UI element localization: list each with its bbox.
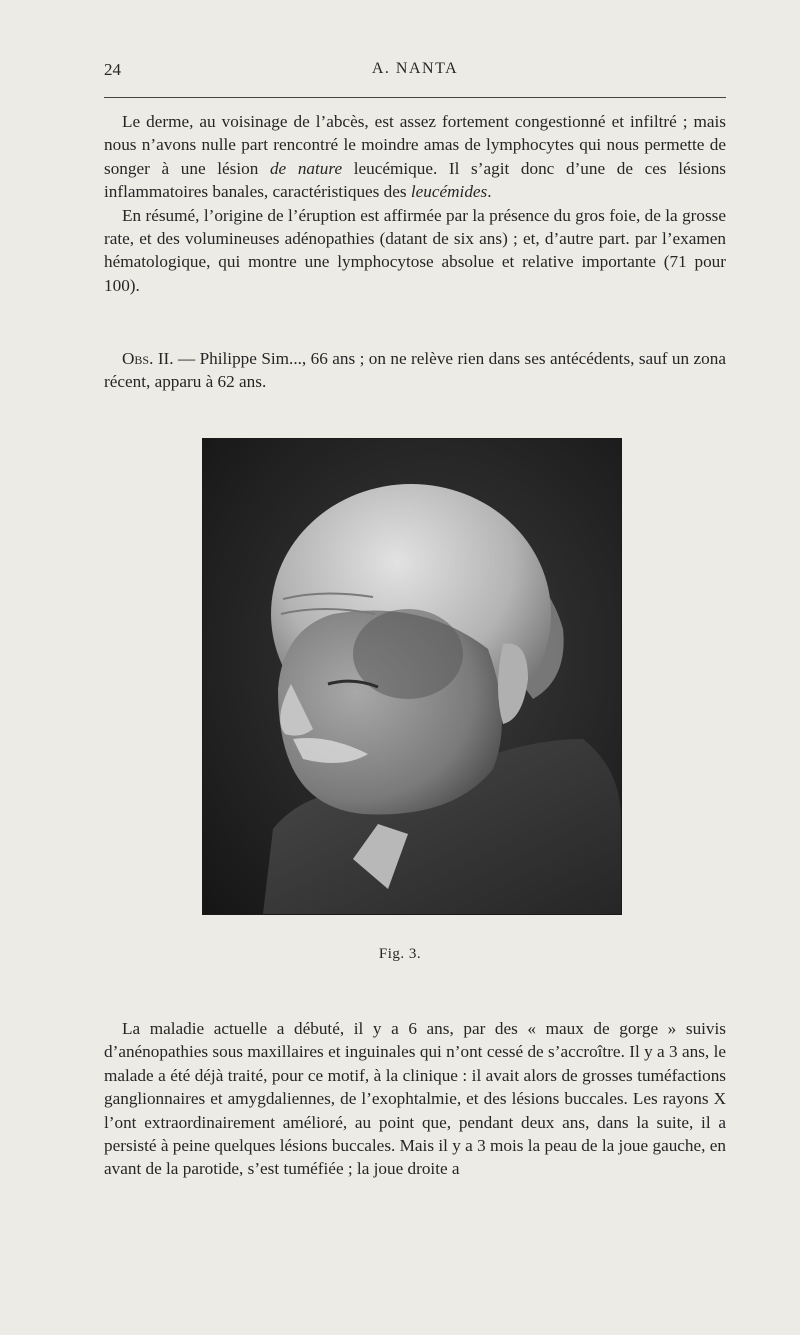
paragraph-derme	[104, 110, 726, 204]
patient-portrait-photo	[202, 438, 622, 915]
paragraph-observation	[104, 347, 726, 394]
page-number: 24	[104, 60, 121, 79]
paragraph-text: .	[487, 182, 492, 202]
paragraph-maladie: La maladie actuelle a débuté, il y a 6 ans, par des « maux de gorge » suivis d’anénopathies sous maxillaires et inguinales qui n’ont cessé de s’accroître. Il y a 3 ans, le malade a été déjà traité, pour ce motif, à la clinique : il avait alors de grosses tuméfactions ganglionnaires et amygdaliennes, de l’exophtalmie, et des lésions buccales. Les rayons X l’ont extraordinairement amélioré, au point que, pendant deux ans, dans la suite, il a persisté à peine quelques lésions buccales. Mais il y a 3 mois la peau de la joue gauche, en avant de la parotide, s’est tuméfiée ; la joue droite a	[104, 1019, 726, 1179]
page-header	[104, 60, 726, 84]
italic-term-leucemides: leucémides	[410, 182, 488, 202]
text-block-bottom	[104, 1017, 726, 1181]
text-block-top	[104, 110, 726, 297]
observation-label: Obs. II.	[122, 349, 174, 368]
paragraph-text: leucémique. Il s’agit donc d’une de ces lésions inflammatoires banales, caractéristiques des	[104, 158, 726, 202]
header-rule	[104, 97, 726, 98]
text-block-observation	[104, 347, 726, 394]
figure-caption: Fig. 3.	[378, 946, 422, 962]
paragraph-text: Le derme, au voisinage de l’abcès, est assez fortement congestionné et infiltré ; mais nous n’avons nulle part rencontré le moindre amas de lymphocytes qui nous permette de songer à une lésion	[104, 112, 726, 178]
paragraph-resume: En résumé, l’origine de l’éruption est affirmée par la présence du gros foie, de la grosse rate, et des volumineuses adénopathies (datant de six ans) ; et, d’autre part. par l’examen hématologique, qui montre une lymphocytose absolue et relative importante (71 pour 100).	[104, 205, 726, 295]
running-head: A. NANTA	[371, 60, 459, 77]
observation-text: — Philippe Sim..., 66 ans ; on ne relève rien dans ses antécédents, sauf un zona récent, apparu à 62 ans.	[104, 349, 726, 392]
italic-term-nature: de nature	[269, 158, 343, 178]
